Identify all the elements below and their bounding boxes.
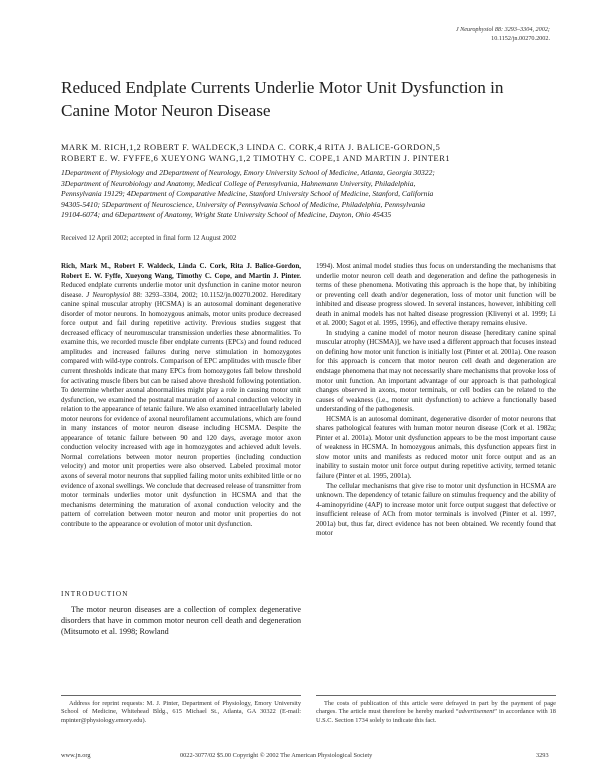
journal-ref-line1: J Neurophysiol 88: 3293–3304, 2002; (455, 26, 550, 33)
abstract-body: Hereditary canine spinal muscular atrophy (HCSMA) is an autosomal dominant degenerative disorder of motor neurons. In homozygous animals, motor units produce decreased force output and fail during repetitive activity. Previous studies suggest that decreased efficacy of neuromuscular transmission underlies these abnormalities. To examine this, we recorded muscle fiber endplate currents (EPCs) and found reduced amplitudes and increased failures during nerve stimulation in homozygotes compared with wild-type controls. Comparison of EPC amplitudes with muscle fiber current thresholds indicate that many EPCs from homozygotes fall below threshold for activating muscle fibers but can be raised above threshold following potentiation. To determine whether axonal abnormalities might play a role in causing motor unit dysfunction, we examined the postnatal maturation of axonal conduction velocity in relation to the appearance of tetanic failure. We also examined intracellularly labeled motor neurons for evidence of axonal neurofilament accumulations, which are found in many instances of motor neuron disease including HCSMA. Despite the appearance of tetanic failure between 90 and 120 days, average motor axon conduction velocity increased with age in homozygotes and achieved adult levels. Normal correlations between motor neuron properties (including conduction velocity) and motor unit properties were also observed. Labeled proximal motor axons of several motor neurons that supplied failing motor units exhibited little or no evidence of axonal swellings. We conclude that decreased release of transmitter from motor terminals underlies motor unit dysfunction in HCSMA and that the mechanisms determining the maturation of axonal conduction velocity and the pattern of correlation between motor neuron and motor unit properties do not contribute to the appearance or evolution of motor unit dysfunction. (61, 290, 302, 528)
footnote-divider-left (61, 695, 301, 696)
affiliation-line3: Pennsylvania 19129; 4Department of Comparative Medicine, Stanford University School of Medicine, Stanford, California (61, 189, 434, 199)
footer-website: www.jn.org (61, 752, 91, 759)
authors-line1: MARK M. RICH,1,2 ROBERT F. WALDECK,3 LINDA C. CORK,4 RITA J. BALICE-GORDON,5 (61, 143, 441, 152)
footnote-divider-right (316, 695, 556, 696)
author-list (61, 143, 561, 164)
abstract-journal-name: J Neurophysiol (86, 290, 131, 299)
abstract-article-title: Reduced endplate currents underlie motor unit dysfunction in canine motor neuron disease. (61, 281, 301, 299)
affiliations (61, 168, 561, 221)
journal-ref-line2: 10.1152/jn.00270.2002. (491, 34, 550, 42)
introduction-text: The motor neuron diseases are a collection of complex degenerative disorders that have in common motor neuron cell death and degeneration (Mitsumoto et al. 1998; Rowland (61, 605, 301, 636)
received-dates: Received 12 April 2002; accepted in final form 12 August 2002 (61, 235, 237, 242)
footnote-costs-part2: ” in accordance with 18 U.S.C. Section 1734 solely to indicate this fact. (316, 708, 556, 724)
affiliation-line5: 19104-6074; and 6Department of Anatomy, Wright State University School of Medicine, Dayton, Ohio 45435 (61, 210, 392, 220)
affiliation-line1: 1Department of Physiology and 2Department of Neurology, Emory University School of Medicine, Atlanta, Georgia 30322; (61, 168, 435, 177)
title-line1: Reduced Endplate Currents Underlie Motor Unit Dysfunction in (61, 78, 504, 97)
footer-page-number: 3293 (536, 752, 549, 759)
abstract-authors: Rich, Mark M., Robert F. Waldeck, Linda C. Cork, Rita J. Balice-Gordon, Robert E. W. Fyffe, Xueyong Wang, Timothy C. Cope, and Martin J. Pinter. (61, 262, 301, 280)
introduction-heading: INTRODUCTION (61, 590, 129, 598)
right-column (316, 262, 556, 539)
right-paragraph-3: HCSMA is an autosomal dominant, degenerative disorder of motor neurons that shares pathological features with human motor neuron disease (Cork et al. 1982a; Pinter et al. 2001a). Motor unit dysfunction appears to be the most important cause of weakness in HCSMA. In homozygous animals, this dysfunction appears first in slow motor units and manifests as reduced motor unit force output and as an inability to sustain motor unit force output during repetitive activity, termed tetanic failure (Pinter et al. 1995, 2001a). (316, 414, 556, 481)
journal-reference (456, 26, 550, 43)
right-paragraph-1: 1994). Most animal model studies thus focus on understanding the mechanisms that underlie motor neuron cell death and degeneration and define the pathogenesis in terms of these phenomena. Motivating this approach is the hope that, by inhibiting or preventing cell death and/or degeneration, loss of motor unit function will be inhibited and disease progress slowed. In several instances, however, inhibiting cell death in animal models has not halted disease progression (Klivenyi et al. 1999; Li et al. 2000; Sagot et al. 1995, 1996), and effective therapy remains elusive. (316, 262, 556, 328)
abstract (61, 262, 301, 529)
article-title (61, 77, 541, 122)
footnote-reprint-address: Address for reprint requests: M. J. Pinter, Department of Physiology, Emory University School of Medicine, Whitehead Bldg., 615 Michael St., Atlanta, GA 30322 (E-mail: mpinter@physiology.emory.edu). (61, 700, 301, 724)
footnote-costs-italic: advertisement (458, 708, 495, 716)
footnote-costs-part1: The costs of publication of this article were defrayed in part by the payment of page charges. The article must therefore be hereby marked “ (316, 700, 556, 716)
affiliation-line4: 94305-5410; 5Department of Neuroscience, University of Pennsylvania School of Medicine, Philadelphia, Pennsylvania (61, 199, 425, 209)
right-paragraph-4: The cellular mechanisms that give rise to motor unit dysfunction in HCSMA are unknown. The dependency of tetanic failure on stimulus frequency and the ability of 4-aminopyridine (4AP) to increase motor unit force output suggest that defective or insufficient release of ACh from motor terminals is involved (Pinter et al. 1997, 2001a) but, thus far, direct evidence has not been obtained. We recently found that motor (316, 481, 556, 538)
affiliation-line2: 3Department of Neurobiology and Anatomy, Medical College of Pennsylvania, Hahnemann University, Philadelphia, (61, 178, 416, 188)
title-line2: Canine Motor Neuron Disease (61, 100, 271, 120)
right-paragraph-2: In studying a canine model of motor neuron disease [hereditary canine spinal muscular atrophy (HCSMA)], we have used a different approach that focuses instead on defining how motor unit function is initially lost (Pinter et al. 2001a). One reason for this approach is concern that motor neuron cell death and degeneration are endstage phenomena that may not necessarily share mechanisms that provoke loss of motor unit function. An important advantage of our approach is that pathological changes observed in axons, motor terminals, or cell bodies can be related to the causes of weakness (i.e., motor unit dysfunction) to achieve a functionally based understanding of the pathogenesis. (316, 328, 556, 414)
authors-line2: ROBERT E. W. FYFFE,6 XUEYONG WANG,1,2 TIMOTHY C. COPE,1 AND MARTIN J. PINTER1 (61, 153, 451, 163)
footnote-publication-costs (316, 700, 556, 725)
abstract-citation: 88: 3293–3304, 2002; 10.1152/jn.00270.2002. (133, 290, 268, 299)
footer-copyright: 0022-3077/02 $5.00 Copyright © 2002 The American Physiological Society (180, 752, 373, 759)
